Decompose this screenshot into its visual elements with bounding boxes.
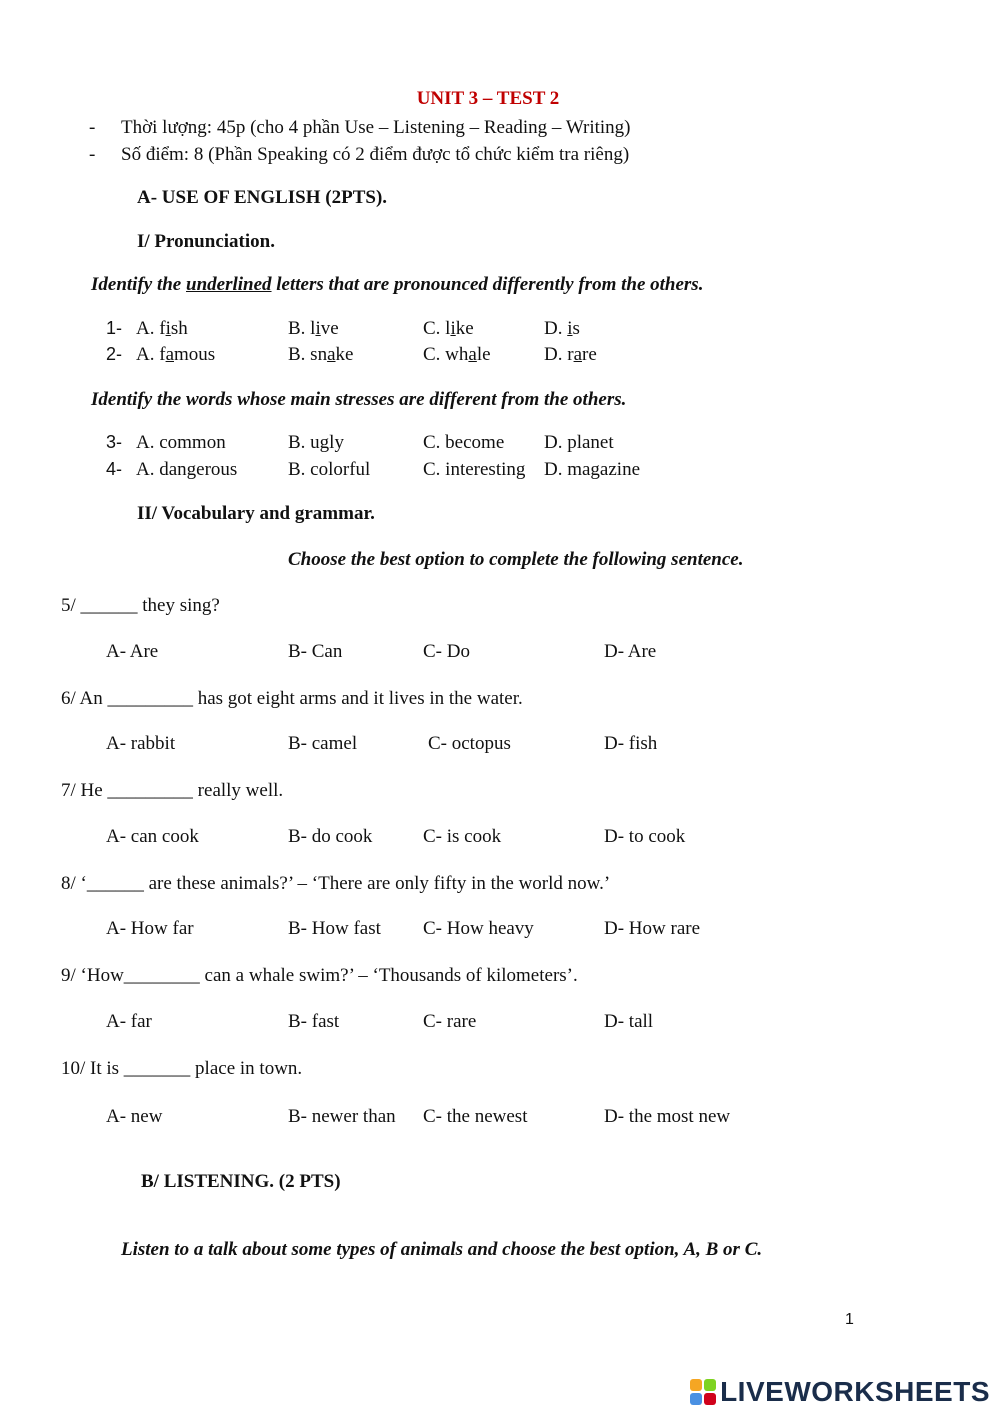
option-b[interactable]: B. snake <box>288 344 354 365</box>
option-a[interactable]: A- Are <box>106 641 159 662</box>
option-a[interactable]: A. dangerous <box>136 459 238 480</box>
option-b[interactable]: B. colorful <box>288 459 371 480</box>
option-d[interactable]: D- the most new <box>604 1106 731 1127</box>
question-stem: 8/ ‘______ are these animals?’ – ‘There are only fifty in the world now.’ <box>61 873 611 894</box>
option-b[interactable]: B- do cook <box>288 826 373 847</box>
vocabulary-instruction: Choose the best option to complete the following sentence. <box>288 549 744 570</box>
logo-square <box>690 1393 702 1405</box>
question-number: 3- <box>106 432 123 452</box>
option-b[interactable]: B- How fast <box>288 918 381 939</box>
option-b[interactable]: B- camel <box>288 733 358 754</box>
option-b[interactable]: B. live <box>288 318 339 339</box>
option-a[interactable]: A- How far <box>106 918 194 939</box>
stress-instruction: Identify the words whose main stresses are different from the others. <box>91 389 627 410</box>
option-a[interactable]: A- rabbit <box>106 733 176 754</box>
option-a[interactable]: A. common <box>136 432 226 453</box>
pronunciation-heading: I/ Pronunciation. <box>137 231 275 252</box>
question-stem: 6/ An _________ has got eight arms and it lives in the water. <box>61 688 523 709</box>
option-c[interactable]: C- octopus <box>428 733 511 754</box>
pronunciation-instruction: Identify the underlined letters that are pronounced differently from the others. <box>91 274 704 295</box>
logo-square <box>690 1379 702 1391</box>
listening-instruction: Listen to a talk about some types of animals and choose the best option, A, B or C. <box>121 1239 763 1260</box>
bullet-mark: - <box>89 144 96 165</box>
liveworksheets-logo-icon <box>690 1379 716 1405</box>
logo-square <box>704 1393 716 1405</box>
option-d[interactable]: D- fish <box>604 733 658 754</box>
option-c[interactable]: C- the newest <box>423 1106 528 1127</box>
question-stem: 7/ He _________ really well. <box>61 780 284 801</box>
option-a[interactable]: A- can cook <box>106 826 199 847</box>
brand-name: LIVEWORKSHEETS <box>720 1376 990 1407</box>
question-number: 4- <box>106 459 123 479</box>
option-d[interactable]: D- to cook <box>604 826 686 847</box>
option-c[interactable]: C. like <box>423 318 474 339</box>
option-c[interactable]: C- How heavy <box>423 918 534 939</box>
question-stem: 10/ It is _______ place in town. <box>61 1058 303 1079</box>
section-a-heading: A- USE OF ENGLISH (2PTS). <box>137 187 388 208</box>
question-stem: 5/ ______ they sing? <box>61 595 220 616</box>
option-c[interactable]: C. interesting <box>423 459 526 480</box>
option-c[interactable]: C- rare <box>423 1011 477 1032</box>
option-c[interactable]: C- is cook <box>423 826 502 847</box>
option-c[interactable]: C. whale <box>423 344 491 365</box>
option-c[interactable]: C- Do <box>423 641 470 662</box>
option-d[interactable]: D. planet <box>544 432 614 453</box>
option-d[interactable]: D. magazine <box>544 459 641 480</box>
page-title: UNIT 3 – TEST 2 <box>416 88 560 109</box>
option-a[interactable]: A- far <box>106 1011 152 1032</box>
option-a[interactable]: A. fish <box>136 318 188 339</box>
page-number: 1 <box>845 1311 854 1328</box>
option-b[interactable]: B. ugly <box>288 432 344 453</box>
option-b[interactable]: B- Can <box>288 641 343 662</box>
duration-line: Thời lượng: 45p (cho 4 phần Use – Listening – Reading – Writing) <box>121 117 631 138</box>
option-b[interactable]: B- newer than <box>288 1106 396 1127</box>
section-b-heading: B/ LISTENING. (2 PTS) <box>141 1171 341 1192</box>
question-stem: 9/ ‘How________ can a whale swim?’ – ‘Thousands of kilometers’. <box>61 965 578 986</box>
option-d[interactable]: D- How rare <box>604 918 701 939</box>
option-d[interactable]: D- tall <box>604 1011 654 1032</box>
score-line: Số điểm: 8 (Phần Speaking có 2 điểm được tổ chức kiểm tra riêng) <box>121 144 630 165</box>
option-b[interactable]: B- fast <box>288 1011 340 1032</box>
option-d[interactable]: D. is <box>544 318 580 339</box>
liveworksheets-logo <box>690 1376 990 1408</box>
vocabulary-heading: II/ Vocabulary and grammar. <box>137 503 375 524</box>
option-c[interactable]: C. become <box>423 432 505 453</box>
question-number: 1- <box>106 318 123 338</box>
option-d[interactable]: D. rare <box>544 344 597 365</box>
option-d[interactable]: D- Are <box>604 641 657 662</box>
bullet-mark: - <box>89 117 96 138</box>
logo-square <box>704 1379 716 1391</box>
question-number: 2- <box>106 344 123 364</box>
option-a[interactable]: A. famous <box>136 344 216 365</box>
option-a[interactable]: A- new <box>106 1106 163 1127</box>
